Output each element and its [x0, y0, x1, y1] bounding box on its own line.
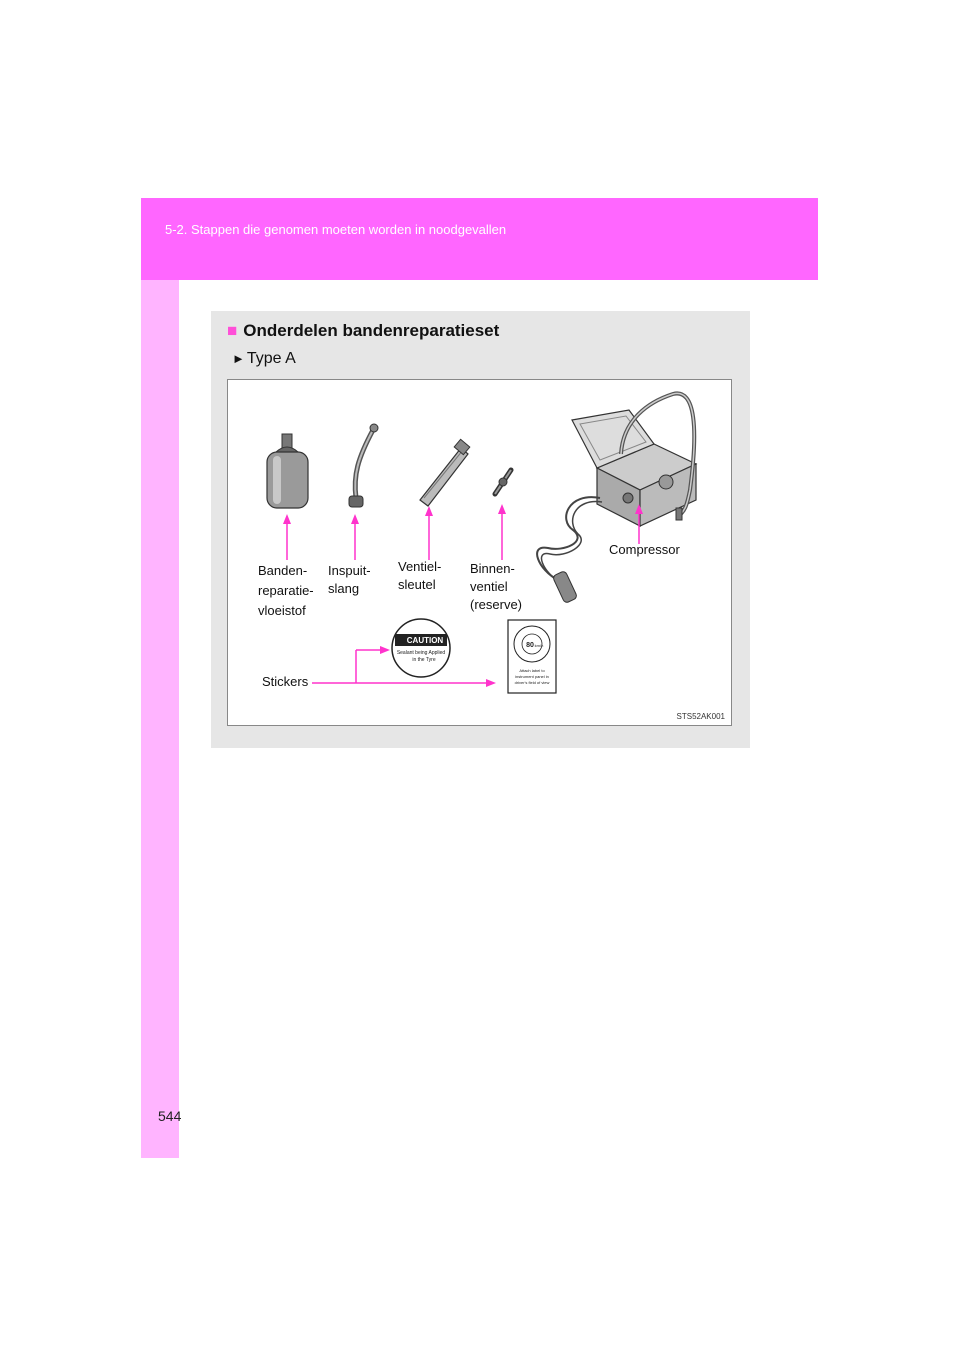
- label-line: Binnen-: [470, 561, 515, 576]
- caution-sticker-line2: in the Tyre: [412, 657, 436, 663]
- label-inject-hose: [328, 562, 371, 598]
- speed-sticker-unit: km/h: [534, 643, 544, 648]
- figure-code: STS52AK001: [676, 712, 725, 721]
- sealant-bottle-icon: [267, 434, 308, 508]
- caution-sticker-title: CAUTION: [406, 636, 444, 645]
- label-sealant-bottle: [258, 561, 314, 621]
- valve-core-icon: [495, 470, 511, 494]
- speed-sticker-line3: driver's field of view: [514, 680, 550, 685]
- label-line: Ventiel-: [398, 559, 442, 574]
- label-line: ventiel: [470, 579, 508, 594]
- section-title: [227, 321, 499, 341]
- label-valve-core: [470, 560, 522, 614]
- caution-sticker: [392, 619, 450, 677]
- bullet-square-icon: ■: [227, 321, 238, 340]
- page-number: 544: [158, 1108, 182, 1124]
- caution-sticker-line1: Sealant being Applied: [396, 650, 446, 656]
- label-valve-wrench: [398, 558, 441, 594]
- label-line: slang: [328, 581, 360, 596]
- content-panel: [211, 311, 750, 748]
- valve-wrench-icon: [420, 439, 470, 506]
- inject-hose-icon: [349, 424, 378, 507]
- label-line: vloeistof: [258, 603, 306, 618]
- section-title-text: Onderdelen bandenreparatieset: [243, 321, 500, 340]
- speed-sticker: [508, 620, 556, 693]
- compressor-icon: [537, 393, 696, 603]
- label-compressor: Compressor: [609, 542, 680, 557]
- speed-sticker-value: 80: [526, 642, 534, 649]
- type-label: [232, 350, 296, 368]
- type-label-text: Type A: [246, 350, 296, 367]
- speed-sticker-line1: Attach label to: [519, 668, 545, 673]
- label-line: Inspuit-: [328, 563, 371, 578]
- label-stickers: Stickers: [262, 674, 309, 689]
- page-side-strip: [141, 198, 182, 1158]
- label-line: (reserve): [470, 597, 523, 612]
- page-header: [141, 198, 818, 280]
- label-line: sleutel: [398, 577, 436, 592]
- speed-sticker-line2: instrument panel in: [515, 674, 549, 679]
- repair-kit-figure: [227, 379, 732, 726]
- label-line: Banden-: [258, 563, 308, 578]
- label-line: reparatie-: [258, 583, 314, 598]
- triangle-marker-icon: ►: [232, 351, 245, 366]
- header-section-title: 5-2. Stappen die genomen moeten worden in noodgevallen: [165, 222, 507, 237]
